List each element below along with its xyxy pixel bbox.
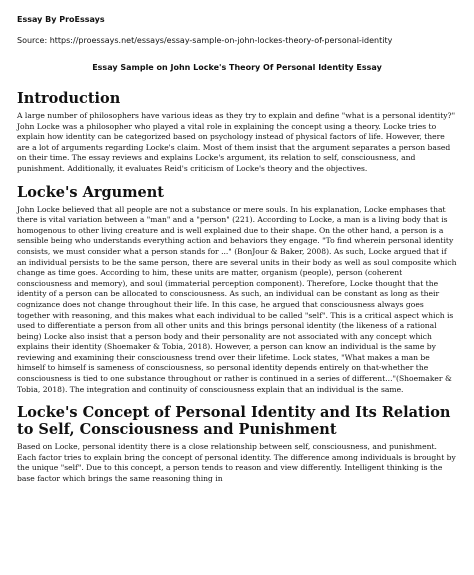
source-line: Source: https://proessays.net/essays/essay-sample-on-john-lockes-theory-of-personal-identity	[17, 36, 393, 45]
document-title: Essay Sample on John Locke's Theory Of Personal Identity Essay	[92, 63, 382, 72]
section-heading-introduction: Introduction	[17, 90, 121, 107]
section-heading-lockes-argument: Locke's Argument	[17, 183, 164, 201]
site-name: Essay By ProEssays	[17, 15, 105, 24]
section-paragraph-personal-identity-concept: Based on Locke, personal identity there is a close relationship between self, consciousness, and punishment. Each factor tries to explain bring the concept of personal identity. The difference among individuals is brought by the unique "self". Due to this concept, a person tends to reason and view differently. Intelligent thinking is the base factor which brings the same reasoning thing in	[17, 442, 456, 484]
section-paragraph-introduction: A large number of philosophers have various ideas as they try to explain and define "what is a personal identity?" John Locke was a philosopher who played a vital role in explaining the concept using a theory. Locke tries to explain how identity can be categorized based on psychology instead of physical factors of life. However, there are a lot of arguments regarding Locke's claim. Most of them insist that the argument separates a person based on their time. The essay reviews and explains Locke's argument, its relation to self, consciousness, and punishment. Additionally, it evaluates Reid's criticism of Locke's theory and the objectives.	[17, 111, 456, 173]
section-heading-personal-identity-concept: Locke's Concept of Personal Identity and Its Relation to Self, Consciousness and Punishment	[17, 404, 451, 439]
section-paragraph-lockes-argument: John Locke believed that all people are not a substance or mere souls. In his explanation, Locke emphases that there is vital variation between a "man" and a "person" (221). According to Locke, a man is a living body that is homogenous to other living creature and is well explained due to their shape. On the other hand, a person is a sensible being who understands everything action and behaviors they engage. "To find wherein personal identity consists, we must consider what a person stands for ..." (BonJour & Baker, 2008). As such, Locke argued that if an individual persists to be the same person, there are several units in their body as well as soul composite which change as time goes. According to him, these units are matter, organism (people), person (coherent consciousness and memory), and soul (immaterial perception component). Therefore, Locke thought that the identity of a person can be allocated to consciousness. As such, an individual can be constant as long as their cognizance does not change throughout their life. In this case, he argued that consciousness always goes together with reasoning, and this makes what each individual to be called "self". This is a critical aspect which is used to differentiate a person from all other units and this brings personal identity (the likeness of a rational being) Locke also insist that a person body and their personality are not associated with any concept which explains their identity (Shoemaker & Tobia, 2018). However, a person can know an individual is the same by reviewing and examining their consciousness trend over their lifetime. Lock states, "What makes a man be himself to himself is sameness of consciousness, so personal identity depends entirely on that-whether the consciousness is tied to one substance throughout or rather is continued in a series of different..."(Shoemaker & Tobia, 2018). The integration and continuity of consciousness explain that an individual is the same.	[17, 204, 457, 394]
